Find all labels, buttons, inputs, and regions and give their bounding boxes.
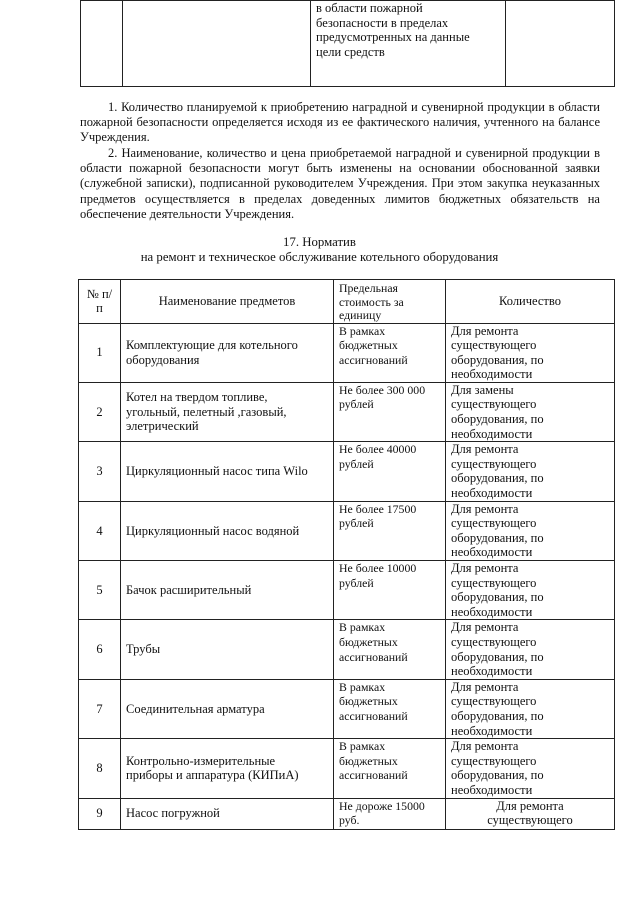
row-price: В рамках бюджетных ассигнований	[334, 679, 446, 738]
table-row	[79, 323, 615, 382]
table-cell	[81, 1, 123, 87]
row-price: Не более 17500 рублей	[334, 501, 446, 560]
row-qty: Для ремонта существующего оборудования, по необходимости	[446, 679, 615, 738]
section-title: 17. Норматив	[283, 235, 356, 249]
row-name: Контрольно-измерительные приборы и аппаратура (КИПиА)	[121, 739, 334, 798]
note-paragraph-1: 1. Количество планируемой к приобретению наградной и сувенирной продукции в области пожарной безопасности определяется исходя из ее фактического наличия, учтенного на балансе Учреждения.	[80, 100, 600, 145]
row-price: В рамках бюджетных ассигнований	[334, 323, 446, 382]
header-qty: Количество	[446, 280, 615, 324]
row-price: Не дороже 15000 руб.	[334, 798, 446, 829]
row-name: Насос погружной	[121, 798, 334, 829]
row-name: Бачок расширительный	[121, 561, 334, 620]
row-num: 7	[79, 679, 121, 738]
row-price: Не более 300 000 рублей	[334, 382, 446, 441]
row-name: Соединительная арматура	[121, 679, 334, 738]
section-subtitle: на ремонт и техническое обслуживание котельного оборудования	[140, 250, 499, 264]
row-num: 6	[79, 620, 121, 679]
row-price: В рамках бюджетных ассигнований	[334, 620, 446, 679]
header-price: Предельная стоимость за единицу	[334, 280, 446, 324]
row-price: Не более 10000 рублей	[334, 561, 446, 620]
header-num: № п/п	[79, 280, 121, 324]
row-qty: Для ремонта существующего оборудования, по необходимости	[446, 561, 615, 620]
row-num: 1	[79, 323, 121, 382]
row-qty: Для ремонта существующего	[446, 798, 615, 829]
row-qty: Для ремонта существующего оборудования, по необходимости	[446, 739, 615, 798]
row-num: 5	[79, 561, 121, 620]
row-qty: Для ремонта существующего оборудования, по необходимости	[446, 620, 615, 679]
table-row	[79, 679, 615, 738]
table-cell	[123, 1, 311, 87]
table-row	[79, 739, 615, 798]
row-num: 4	[79, 501, 121, 560]
row-name: Котел на твердом топливе, угольный, пелетный ,газовый, элетрический	[121, 382, 334, 441]
header-name: Наименование предметов	[121, 280, 334, 324]
row-num: 9	[79, 798, 121, 829]
row-num: 3	[79, 442, 121, 501]
table-row	[79, 620, 615, 679]
table-row	[79, 442, 615, 501]
table-row	[79, 382, 615, 441]
row-name: Комплектующие для котельного оборудования	[121, 323, 334, 382]
previous-table-fragment	[80, 0, 615, 87]
row-price: В рамках бюджетных ассигнований	[334, 739, 446, 798]
row-qty: Для ремонта существующего оборудования, по необходимости	[446, 501, 615, 560]
row-qty: Для ремонта существующего оборудования, по необходимости	[446, 442, 615, 501]
table-cell	[506, 1, 615, 87]
row-num: 8	[79, 739, 121, 798]
norms-table	[78, 279, 615, 830]
row-qty: Для замены существующего оборудования, по необходимости	[446, 382, 615, 441]
row-num: 2	[79, 382, 121, 441]
row-price: Не более 40000 рублей	[334, 442, 446, 501]
table-header-row	[79, 280, 615, 324]
table-row	[81, 1, 615, 87]
row-name: Трубы	[121, 620, 334, 679]
table-row	[79, 501, 615, 560]
table-cell: в области пожарной безопасности в пределах предусмотренных на данные цели средств	[311, 1, 506, 87]
table-row	[79, 561, 615, 620]
table-row	[79, 798, 615, 829]
row-qty: Для ремонта существующего оборудования, по необходимости	[446, 323, 615, 382]
row-name: Циркуляционный насос типа Wilo	[121, 442, 334, 501]
note-paragraph-2: 2. Наименование, количество и цена приобретаемой наградной и сувенирной продукции в области пожарной безопасности могут быть изменены на основании обоснованной заявки (служебной записки), подписанной руководителем Учреждения. При этом закупка неуказанных предметов осуществляется в пределах доведенных лимитов бюджетных обязательств на обеспечение деятельности Учреждения.	[80, 146, 600, 221]
row-name: Циркуляционный насос водяной	[121, 501, 334, 560]
